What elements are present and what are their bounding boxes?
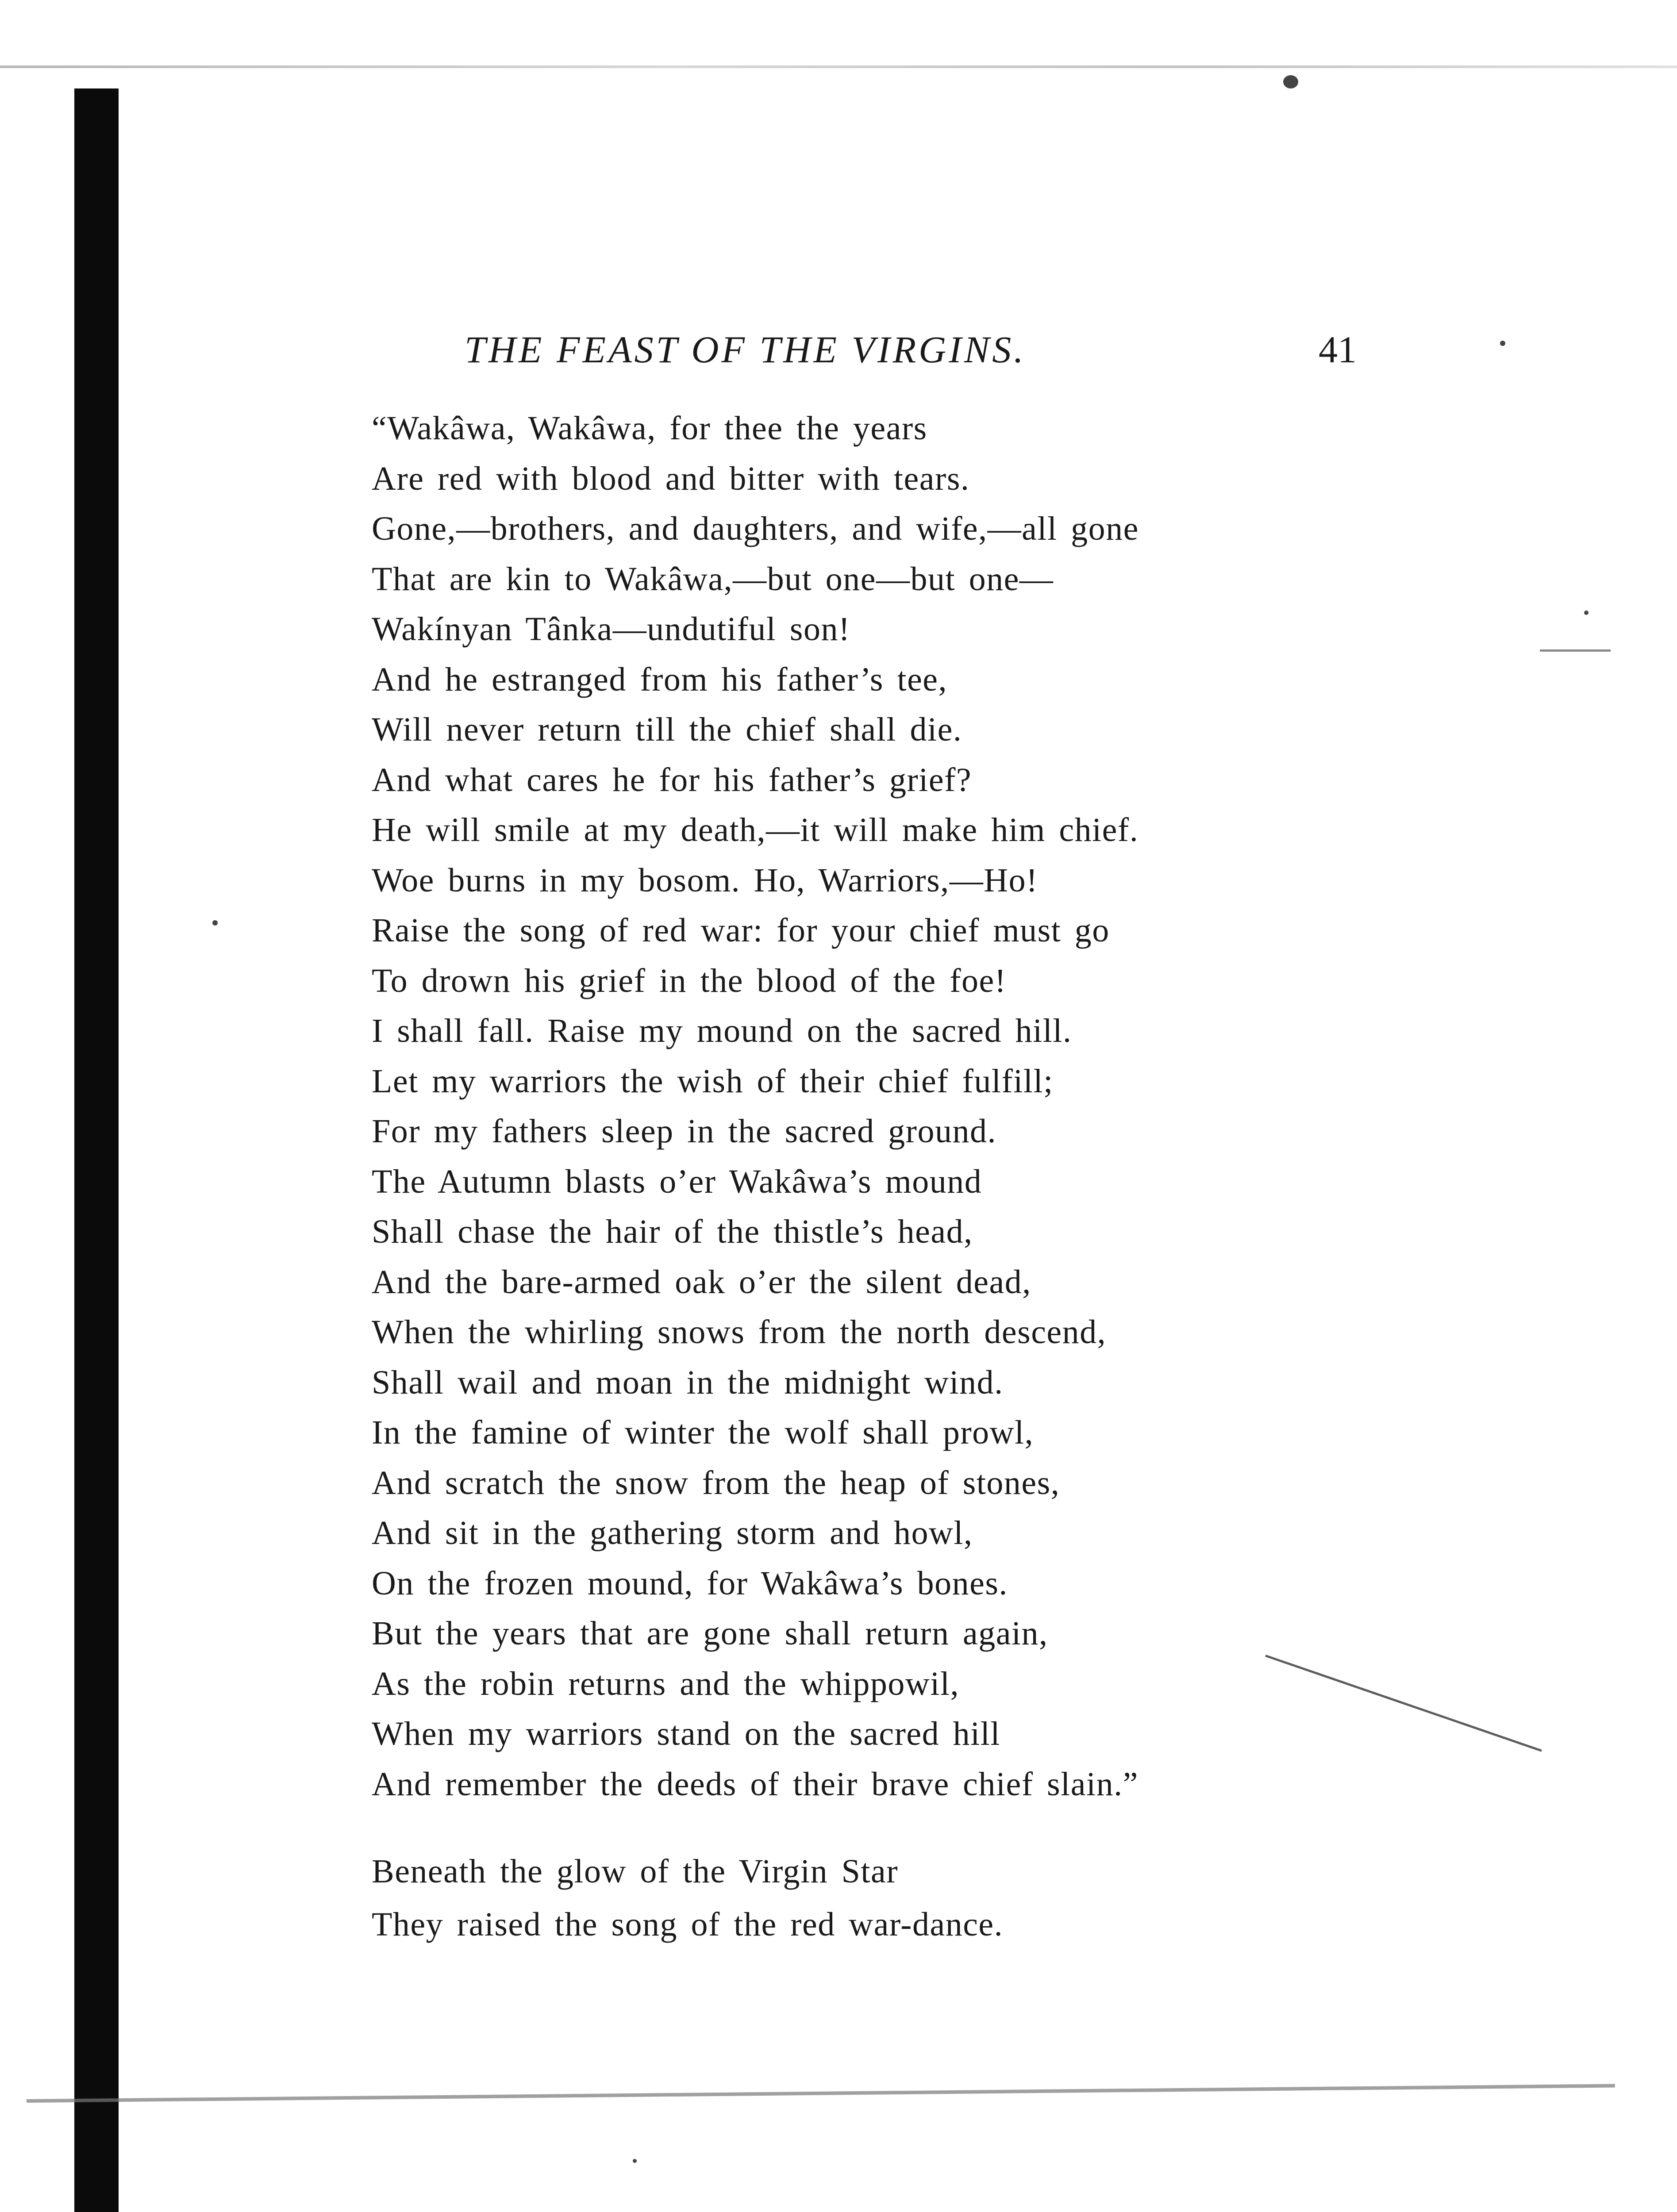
verse-line: And remember the deeds of their brave chief slain.”: [372, 1765, 1139, 1803]
verse-line: On the frozen mound, for Wakâwa’s bones.: [372, 1564, 1008, 1602]
verse-line: When the whirling snows from the north descend,: [372, 1313, 1107, 1351]
verse-line: As the robin returns and the whippowil,: [372, 1665, 959, 1702]
verse-line: “Wakâwa, Wakâwa, for thee the years: [372, 410, 927, 447]
verse-line: Woe burns in my bosom. Ho, Warriors,—Ho!: [372, 861, 1038, 899]
verse-line: Beneath the glow of the Virgin Star: [372, 1853, 899, 1890]
margin-mark: [1540, 649, 1611, 652]
verse-line: The Autumn blasts o’er Wakâwa’s mound: [372, 1163, 982, 1200]
verse-line: But the years that are gone shall return again,: [372, 1615, 1048, 1652]
verse-line: And the bare-armed oak o’er the silent dead,: [372, 1263, 1031, 1301]
verse-line: And scratch the snow from the heap of stones,: [372, 1464, 1060, 1502]
page-top-edge: [0, 65, 1677, 68]
verse-line: They raised the song of the red war-dance.: [372, 1906, 1004, 1943]
verse-stanza-1: [372, 403, 1139, 1809]
verse-line: Gone,—brothers, and daughters, and wife,—all gone: [372, 510, 1139, 547]
verse-line: In the famine of winter the wolf shall prowl,: [372, 1414, 1034, 1451]
verse-line: Shall chase the hair of the thistle’s head,: [372, 1213, 973, 1250]
ink-speck: [1584, 611, 1589, 615]
verse-line: And sit in the gathering storm and howl,: [372, 1514, 973, 1551]
verse-line: Raise the song of red war: for your chief must go: [372, 912, 1110, 949]
verse-line: Are red with blood and bitter with tears.: [372, 460, 970, 497]
verse-line: That are kin to Wakâwa,—but one—but one—: [372, 560, 1054, 598]
verse-line: To drown his grief in the blood of the foe!: [372, 962, 1007, 999]
verse-stanza-2: [372, 1845, 1003, 1951]
ink-speck: [633, 2159, 637, 2163]
verse-line: For my fathers sleep in the sacred ground.: [372, 1113, 996, 1150]
verse-line: Shall wail and moan in the midnight wind.: [372, 1363, 1004, 1401]
verse-line: I shall fall. Raise my mound on the sacred hill.: [372, 1012, 1072, 1049]
verse-line: When my warriors stand on the sacred hill: [372, 1715, 1001, 1752]
verse-line: He will smile at my death,—it will make him chief.: [372, 811, 1139, 849]
page-bottom-edge: [27, 2084, 1615, 2103]
running-head: THE FEAST OF THE VIRGINS.: [465, 328, 1026, 371]
verse-line: And he estranged from his father’s tee,: [372, 661, 948, 698]
verse-line: And what cares he for his father’s grief?: [372, 761, 972, 799]
stray-pen-line: [1265, 1655, 1542, 1752]
verse-line: Let my warriors the wish of their chief fulfill;: [372, 1062, 1054, 1100]
ink-speck: [1500, 341, 1505, 346]
verse-line: Wakínyan Tânka—undutiful son!: [372, 611, 850, 648]
binding-shadow: [74, 88, 119, 2212]
ink-speck: [212, 920, 218, 926]
verse-line: Will never return till the chief shall die.: [372, 711, 962, 748]
ink-speck: [1283, 75, 1298, 88]
page-number: 41: [1319, 328, 1357, 371]
